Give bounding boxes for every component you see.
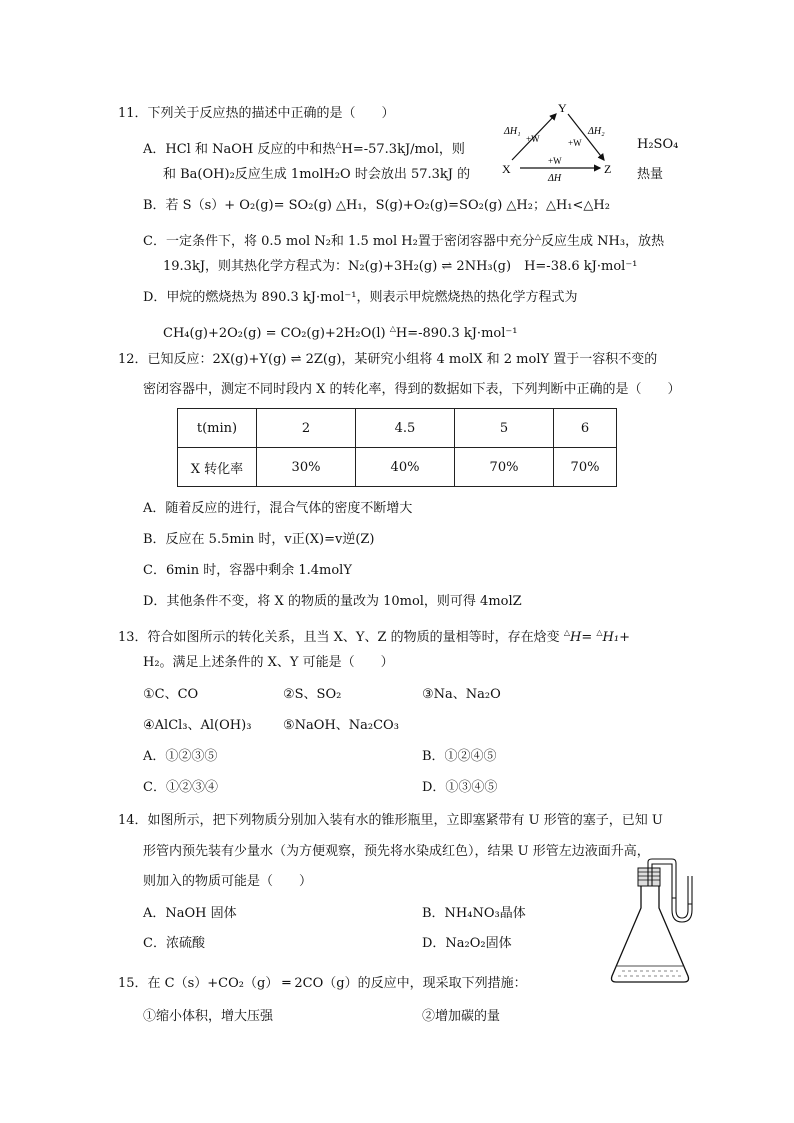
q11-option-b: B．若 S（s）+ O₂(g)= SO₂(g) △H₁，S(g)+O₂(g)=SO₂(g) △H₂；△H₁<△H₂	[143, 198, 610, 213]
q13-option-d: D．①③④⑤	[422, 780, 498, 795]
q15-item-2: ②增加碳的量	[422, 1009, 501, 1024]
table-cell: 70%	[554, 448, 617, 487]
q13-item-2: ②S、SO₂	[283, 687, 342, 702]
q11-stem: 11．下列关于反应热的描述中正确的是（ ）	[118, 106, 395, 121]
q13-stem-line1: 13．符合如图所示的转化关系，且当 X、Y、Z 的物质的量相等时，存在焓变 △H= △H₁+	[118, 628, 630, 645]
q14-option-b: B．NH₄NO₃晶体	[422, 906, 526, 921]
q12-option-d: D．其他条件不变，将 X 的物质的量改为 10mol，则可得 4molZ	[143, 594, 522, 609]
q15-item-1: ①缩小体积，增大压强	[143, 1009, 274, 1024]
conversion-table	[177, 408, 617, 487]
node-z: Z	[604, 162, 612, 176]
label-w-right: +W	[568, 138, 582, 148]
table-cell: X 转化率	[178, 448, 257, 487]
arrow-y-to-z	[568, 114, 604, 160]
q11-option-a-line1: A．HCl 和 NaOH 反应的中和热△H=-57.3kJ/mol，则	[143, 140, 465, 157]
q14-option-a: A．NaOH 固体	[143, 906, 237, 921]
label-w-bottom: +W	[548, 156, 562, 166]
q14-option-d: D．Na₂O₂固体	[422, 936, 512, 951]
q11-option-c-line1: C．一定条件下，将 0.5 mol N₂和 1.5 mol H₂置于密闭容器中充分△反应生成 NH₃，放热	[143, 232, 665, 249]
label-w-left: +W	[526, 134, 540, 144]
table-row	[178, 409, 617, 448]
q11-option-d-line2: CH₄(g)+2O₂(g) = CO₂(g)+2H₂O(l) △H=-890.3 kJ·mol⁻¹	[163, 324, 518, 341]
label-dh: ΔH	[548, 173, 562, 184]
q13-item-4: ④AlCl₃、Al(OH)₃	[143, 718, 252, 733]
q15-stem: 15．在 C（s）+CO₂（g） ═ 2CO（g）的反应中，现采取下列措施：	[118, 976, 527, 991]
q13-option-b: B．①②④⑤	[422, 749, 497, 764]
flask-u-tube-figure	[604, 858, 698, 988]
table-cell: 30%	[257, 448, 356, 487]
q11-option-a-line2: 和 Ba(OH)₂反应生成 1molH₂O 时会放出 57.3kJ 的	[163, 167, 471, 182]
q14-option-c: C．浓硫酸	[143, 936, 205, 951]
reaction-cycle-diagram	[496, 100, 624, 184]
q13-item-1: ①C、CO	[143, 687, 199, 702]
q11-option-d-line1: D．甲烷的燃烧热为 890.3 kJ·mol⁻¹，则表示甲烷燃烧热的热化学方程式为	[143, 290, 578, 305]
table-cell: t(min)	[178, 409, 257, 448]
table-cell: 70%	[455, 448, 554, 487]
q14-stem-line3: 则加入的物质可能是（ ）	[143, 874, 313, 889]
table-row	[178, 448, 617, 487]
q11-option-a-right-text: H₂SO₄	[637, 137, 679, 152]
table-cell: 4.5	[356, 409, 455, 448]
q11-option-a-right-text-2: 热量	[637, 167, 664, 182]
label-dh1: ΔH₁	[504, 126, 521, 137]
node-x: X	[502, 162, 511, 176]
table-cell: 5	[455, 409, 554, 448]
node-y: Y	[558, 101, 567, 115]
q12-option-b: B．反应在 5.5min 时，v正(X)=v逆(Z)	[143, 532, 375, 547]
q12-stem-line2: 密闭容器中，测定不同时段内 X 的转化率，得到的数据如下表，下列判断中正确的是（ ）	[143, 382, 681, 397]
q12-option-a: A．随着反应的进行，混合气体的密度不断增大	[143, 501, 413, 516]
table-cell: 40%	[356, 448, 455, 487]
q13-stem-line2: H₂。满足上述条件的 X、Y 可能是（ ）	[143, 655, 394, 670]
q12-stem-line1: 12．已知反应：2X(g)+Y(g) ⇌ 2Z(g)，某研究小组将 4 molX 和 2 molY 置于一容积不变的	[118, 352, 658, 367]
q13-item-5: ⑤NaOH、Na₂CO₃	[283, 718, 399, 733]
q13-option-c: C．①②③④	[143, 780, 218, 795]
q14-stem-line1: 14．如图所示，把下列物质分别加入装有水的锥形瓶里，立即塞紧带有 U 形管的塞子，已知 U	[118, 813, 663, 828]
q11-option-c-line2: 19.3kJ，则其热化学方程式为：N₂(g)+3H₂(g) ⇌ 2NH₃(g) H=-38.6 kJ·mol⁻¹	[163, 259, 638, 274]
q13-option-a: A．①②③⑤	[143, 749, 218, 764]
label-dh2: ΔH₂	[588, 126, 605, 137]
q13-item-3: ③Na、Na₂O	[422, 687, 501, 702]
q12-option-c: C．6min 时，容器中剩余 1.4molY	[143, 563, 352, 578]
table-cell: 2	[257, 409, 356, 448]
table-cell: 6	[554, 409, 617, 448]
q14-stem-line2: 形管内预先装有少量水（为方便观察，预先将水染成红色），结果 U 形管左边液面升高，	[143, 844, 650, 859]
